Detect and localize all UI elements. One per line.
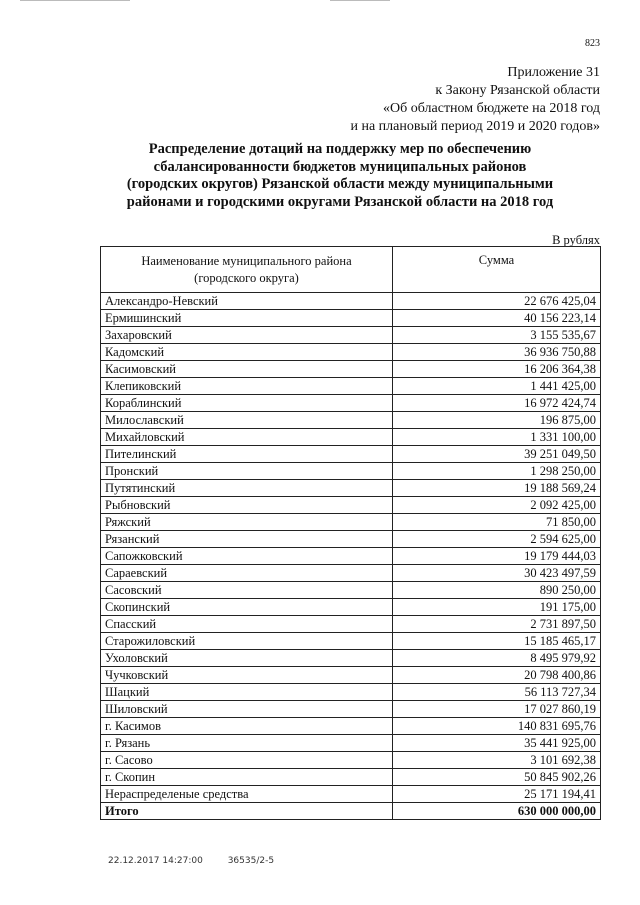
- subsidy-amount: 16 972 424,74: [393, 395, 601, 412]
- unit-label: В рублях: [552, 233, 600, 247]
- subsidy-amount: 630 000 000,00: [393, 803, 601, 820]
- table-row: [101, 531, 601, 548]
- subsidy-amount: 36 936 750,88: [393, 344, 601, 361]
- district-name: Рыбновский: [101, 497, 393, 514]
- district-name: Милославский: [101, 412, 393, 429]
- subsidy-amount: 1 298 250,00: [393, 463, 601, 480]
- table-row: [101, 735, 601, 752]
- table-row: [101, 582, 601, 599]
- appendix-line: Приложение 31: [507, 65, 600, 80]
- subsidy-amount: 20 798 400,86: [393, 667, 601, 684]
- subsidy-amount: 25 171 194,41: [393, 786, 601, 803]
- column-header-sum: Сумма: [393, 247, 601, 293]
- district-name: г. Сасово: [101, 752, 393, 769]
- table-row: [101, 633, 601, 650]
- district-name: Шацкий: [101, 684, 393, 701]
- district-name: Шиловский: [101, 701, 393, 718]
- table-row: [101, 565, 601, 582]
- appendix-line: «Об областном бюджете на 2018 год: [383, 101, 600, 116]
- district-name: Александро-Невский: [101, 293, 393, 310]
- subsidy-amount: 71 850,00: [393, 514, 601, 531]
- subsidy-amount: 19 188 569,24: [393, 480, 601, 497]
- district-name: Чучковский: [101, 667, 393, 684]
- district-name: Кадомский: [101, 344, 393, 361]
- table-row: [101, 361, 601, 378]
- district-name: Сапожковский: [101, 548, 393, 565]
- subsidy-amount: 16 206 364,38: [393, 361, 601, 378]
- table-row: [101, 497, 601, 514]
- district-name: Пронский: [101, 463, 393, 480]
- footer-stamp: [108, 856, 274, 866]
- table-row: [101, 684, 601, 701]
- table-row: [101, 599, 601, 616]
- subsidy-amount: 2 731 897,50: [393, 616, 601, 633]
- subsidy-amount: 30 423 497,59: [393, 565, 601, 582]
- subsidy-amount: 1 441 425,00: [393, 378, 601, 395]
- header-name-line: Наименование муниципального района: [141, 253, 352, 268]
- table-row: [101, 616, 601, 633]
- table-row: [101, 752, 601, 769]
- table-row: [101, 667, 601, 684]
- subsidy-amount: 50 845 902,26: [393, 769, 601, 786]
- table-row: [101, 310, 601, 327]
- district-name: Захаровский: [101, 327, 393, 344]
- appendix-line: к Закону Рязанской области: [435, 83, 600, 98]
- table-row: [101, 786, 601, 803]
- subsidy-amount: 2 092 425,00: [393, 497, 601, 514]
- table-row: [101, 769, 601, 786]
- district-name: г. Рязань: [101, 735, 393, 752]
- subsidy-amount: 39 251 049,50: [393, 446, 601, 463]
- table-row: [101, 344, 601, 361]
- table-row: [101, 701, 601, 718]
- title-line: (городских округов) Рязанской области между муниципальными: [126, 176, 554, 192]
- table-header-row: [101, 247, 601, 293]
- subsidy-amount: 1 331 100,00: [393, 429, 601, 446]
- scan-mark: [20, 0, 130, 1]
- page-number: 823: [585, 38, 600, 49]
- appendix-header: [240, 64, 600, 136]
- subsidy-amount: 8 495 979,92: [393, 650, 601, 667]
- district-name: Сараевский: [101, 565, 393, 582]
- header-name-line: (городского округа): [194, 270, 299, 285]
- subsidy-amount: 22 676 425,04: [393, 293, 601, 310]
- table-row: [101, 429, 601, 446]
- table-row: [101, 514, 601, 531]
- table-row: [101, 480, 601, 497]
- subsidy-amount: 40 156 223,14: [393, 310, 601, 327]
- district-name: Ухоловский: [101, 650, 393, 667]
- district-name: Спасский: [101, 616, 393, 633]
- district-name: Итого: [101, 803, 393, 820]
- column-header-name: [101, 247, 393, 293]
- district-name: Путятинский: [101, 480, 393, 497]
- district-name: Скопинский: [101, 599, 393, 616]
- subsidy-amount: 140 831 695,76: [393, 718, 601, 735]
- district-name: Клепиковский: [101, 378, 393, 395]
- footer-doc-code: 36535/2-5: [227, 856, 275, 866]
- table-row: [101, 293, 601, 310]
- footer-timestamp: 22.12.2017 14:27:00: [108, 856, 203, 866]
- district-name: Касимовский: [101, 361, 393, 378]
- district-name: Кораблинский: [101, 395, 393, 412]
- district-name: г. Скопин: [101, 769, 393, 786]
- subsidy-amount: 196 875,00: [393, 412, 601, 429]
- table-body: [101, 293, 601, 820]
- subsidy-table: [100, 246, 601, 820]
- district-name: Пителинский: [101, 446, 393, 463]
- scan-mark: [330, 0, 390, 1]
- subsidy-amount: 2 594 625,00: [393, 531, 601, 548]
- document-title: [80, 141, 600, 211]
- table-row: [101, 395, 601, 412]
- total-row: [101, 803, 601, 820]
- subsidy-amount: 890 250,00: [393, 582, 601, 599]
- table-row: [101, 548, 601, 565]
- appendix-line: и на плановый период 2019 и 2020 годов»: [350, 119, 600, 134]
- table-row: [101, 718, 601, 735]
- district-name: Рязанский: [101, 531, 393, 548]
- table-row: [101, 412, 601, 429]
- district-name: Ряжский: [101, 514, 393, 531]
- subsidy-amount: 191 175,00: [393, 599, 601, 616]
- district-name: г. Касимов: [101, 718, 393, 735]
- subsidy-amount: 3 101 692,38: [393, 752, 601, 769]
- subsidy-amount: 17 027 860,19: [393, 701, 601, 718]
- table-row: [101, 378, 601, 395]
- district-name: Старожиловский: [101, 633, 393, 650]
- title-line: сбалансированности бюджетов муниципальных районов: [153, 158, 527, 175]
- title-line: районами и городскими округами Рязанской области на 2018 год: [126, 193, 554, 210]
- district-name: Михайловский: [101, 429, 393, 446]
- table-row: [101, 463, 601, 480]
- district-name: Сасовский: [101, 582, 393, 599]
- title-line: Распределение дотаций на поддержку мер по обеспечению: [148, 141, 532, 157]
- district-name: Ермишинский: [101, 310, 393, 327]
- table-row: [101, 327, 601, 344]
- table-row: [101, 446, 601, 463]
- subsidy-amount: 56 113 727,34: [393, 684, 601, 701]
- subsidy-amount: 15 185 465,17: [393, 633, 601, 650]
- table-row: [101, 650, 601, 667]
- subsidy-amount: 19 179 444,03: [393, 548, 601, 565]
- district-name: Нераспределеные средства: [101, 786, 393, 803]
- subsidy-amount: 35 441 925,00: [393, 735, 601, 752]
- subsidy-amount: 3 155 535,67: [393, 327, 601, 344]
